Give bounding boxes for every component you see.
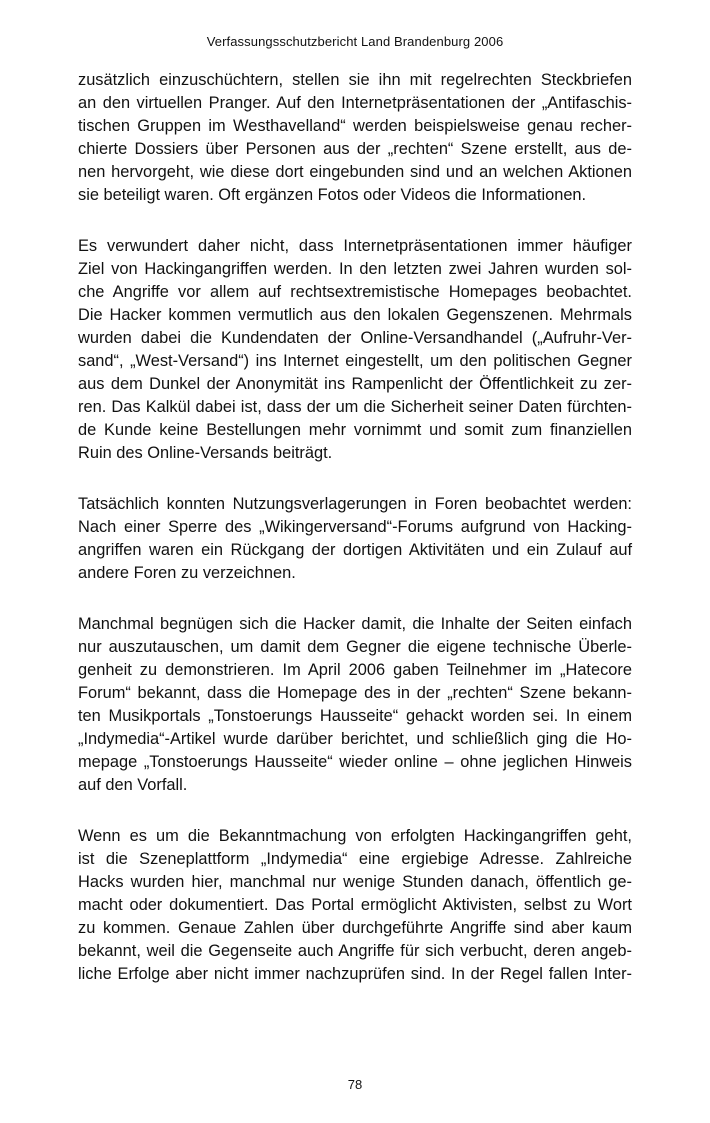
- paragraph: [78, 235, 632, 465]
- text-line: bekannt, weil die Gegenseite auch Angriffe für sich verbucht, deren angeb-: [78, 942, 632, 960]
- text-line: Die Hacker kommen vermutlich aus den lokalen Gegenszenen. Mehrmals: [78, 306, 632, 324]
- text-line: liche Erfolge aber nicht immer nachzuprüfen sind. In der Regel fallen Inter-: [78, 965, 632, 983]
- paragraph: [78, 493, 632, 585]
- text-line: che Angriffe vor allem auf rechtsextremistische Homepages beobachtet.: [78, 283, 632, 301]
- page-number: 78: [347, 1077, 363, 1092]
- text-line: nur auszutauschen, um damit dem Gegner die eigene technische Überle-: [78, 638, 632, 656]
- text-line: an den virtuellen Pranger. Auf den Internetpräsentationen der „Antifaschis-: [78, 94, 632, 112]
- text-line: Ziel von Hackingangriffen werden. In den letzten zwei Jahren wurden sol-: [78, 260, 632, 278]
- text-line: Nach einer Sperre des „Wikingerversand“-Forums aufgrund von Hacking-: [78, 518, 632, 536]
- text-line: auf den Vorfall.: [78, 776, 188, 794]
- text-line: sie beteiligt waren. Oft ergänzen Fotos oder Videos die Informationen.: [78, 186, 587, 204]
- text-line: Hacks wurden hier, manchmal nur wenige Stunden danach, öffentlich ge-: [78, 873, 632, 891]
- running-header: Verfassungsschutzbericht Land Brandenburg 2006: [206, 34, 504, 49]
- text-line: ren. Das Kalkül dabei ist, dass der um die Sicherheit seiner Daten fürchten-: [78, 398, 632, 416]
- text-line: genheit zu demonstrieren. Im April 2006 gaben Teilnehmer im „Hatecore: [78, 661, 632, 679]
- text-line: Ruin des Online-Versands beiträgt.: [78, 444, 333, 462]
- text-line: Manchmal begnügen sich die Hacker damit, die Inhalte der Seiten einfach: [78, 615, 632, 633]
- text-line: Wenn es um die Bekanntmachung von erfolgten Hackingangriffen geht,: [78, 827, 632, 845]
- text-line: tischen Gruppen im Westhavelland“ werden beispielsweise genau recher-: [78, 117, 632, 135]
- text-line: macht oder dokumentiert. Das Portal ermöglicht Aktivisten, selbst zu Wort: [78, 896, 632, 914]
- text-line: ten Musikportals „Tonstoerungs Hausseite“ gehackt worden sei. In einem: [78, 707, 632, 725]
- text-line: andere Foren zu verzeichnen.: [78, 564, 296, 582]
- text-line: aus dem Dunkel der Anonymität ins Rampenlicht der Öffentlichkeit zu zer-: [78, 375, 632, 393]
- text-line: ist die Szeneplattform „Indymedia“ eine ergiebige Adresse. Zahlreiche: [78, 850, 632, 868]
- text-line: sand“, „West-Versand“) ins Internet eingestellt, um den politischen Gegner: [78, 352, 632, 370]
- text-line: mepage „Tonstoerungs Hausseite“ wieder online – ohne jeglichen Hinweis: [78, 753, 632, 771]
- paragraph: [78, 825, 632, 986]
- text-line: Es verwundert daher nicht, dass Internetpräsentationen immer häufiger: [78, 237, 632, 255]
- text-line: nen hervorgeht, wie diese dort eingebunden sind und an welchen Aktionen: [78, 163, 632, 181]
- text-line: angriffen waren ein Rückgang der dortigen Aktivitäten und ein Zulauf auf: [78, 541, 632, 559]
- body-text: [78, 69, 632, 1014]
- text-line: zusätzlich einzuschüchtern, stellen sie ihn mit regelrechten Steckbriefen: [78, 71, 632, 89]
- text-line: zu kommen. Genaue Zahlen über durchgeführte Angriffe sind aber kaum: [78, 919, 632, 937]
- paragraph: [78, 613, 632, 797]
- text-line: Tatsächlich konnten Nutzungsverlagerungen in Foren beobachtet werden:: [78, 495, 632, 513]
- text-line: wurden dabei die Kundendaten der Online-Versandhandel („Aufruhr-Ver-: [78, 329, 632, 347]
- text-line: de Kunde keine Bestellungen mehr vornimmt und somit zum finanziellen: [78, 421, 632, 439]
- text-line: Forum“ bekannt, dass die Homepage des in der „rechten“ Szene bekann-: [78, 684, 632, 702]
- text-line: chierte Dossiers über Personen aus der „rechten“ Szene erstellt, aus de-: [78, 140, 632, 158]
- paragraph: [78, 69, 632, 207]
- text-line: „Indymedia“-Artikel wurde darüber berichtet, und schließlich ging die Ho-: [78, 730, 632, 748]
